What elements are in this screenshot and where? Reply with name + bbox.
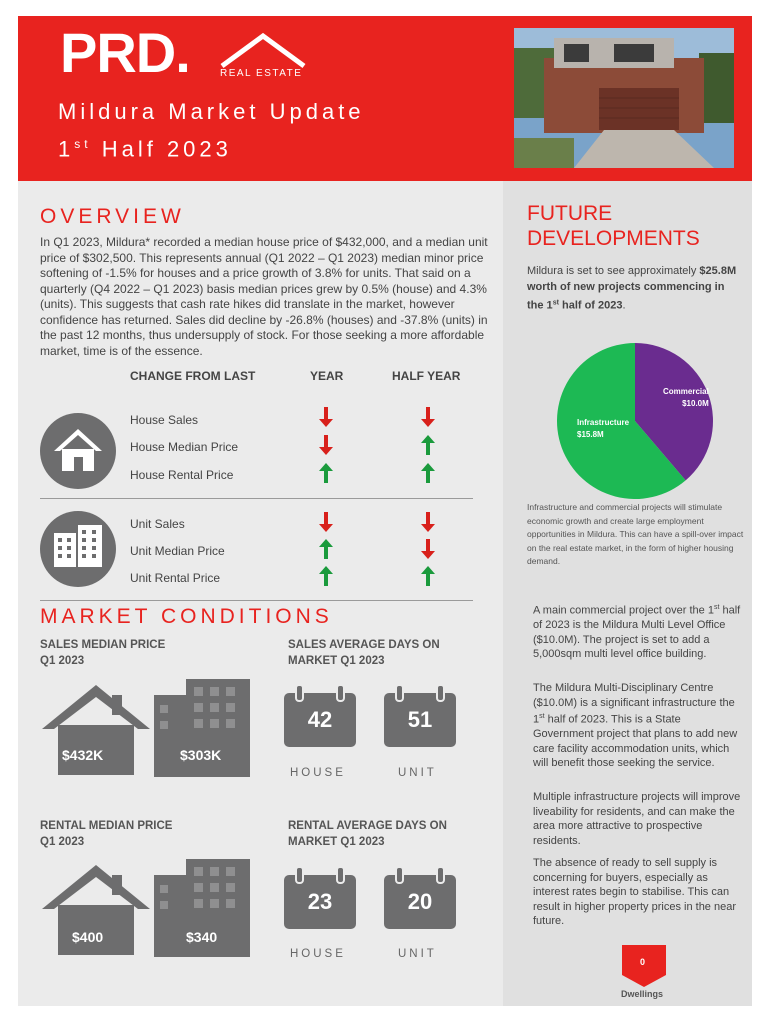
house-photo: [514, 28, 734, 168]
sales-days-house: 42: [307, 707, 333, 732]
arrow-down-icon: [421, 407, 435, 427]
arrow-down-icon: [421, 539, 435, 559]
col-header-change: CHANGE FROM LAST: [130, 369, 256, 383]
overview-heading: OVERVIEW: [40, 205, 185, 228]
arrow-up-icon: [421, 435, 435, 455]
arrow-up-icon: [319, 566, 333, 586]
sales-median-label: SALES MEDIAN PRICE Q1 2023: [40, 639, 166, 667]
row-label-house-rental: House Rental Price: [130, 468, 234, 482]
col-header-year: YEAR: [310, 369, 344, 383]
future-developments-heading: FUTURE DEVELOPMENTS: [527, 202, 700, 250]
dwellings-label: Dwellings: [621, 989, 664, 999]
future-summary: Infrastructure and commercial projects will stimulate economic growth and create large employment opportunities in Mildura. This can have a spill-over impact on the real estate market, in the form of higher housing demand.: [527, 502, 744, 566]
market-update-page: [18, 16, 752, 1006]
header-banner: [18, 16, 752, 181]
row-label-house-sales: House Sales: [130, 413, 199, 427]
future-paragraph-4: The absence of ready to sell supply is concerning for buyers, especially as interest rates begin to stabilise. This can result in higher property prices in the near future.: [533, 857, 736, 927]
rental-house-price: $400: [72, 929, 104, 945]
future-paragraph-2: The Mildura Multi-Disciplinary Centre ($10.0M) is a significant infrastructure the 1st half of 2023. This is a State Government project that plans to add new care facility accommodation units, which will benefit those seeking the service.: [533, 682, 738, 770]
arrow-down-icon: [319, 435, 333, 455]
house-circle-icon: [40, 413, 116, 489]
future-paragraph-3: Multiple infrastructure projects will improve liveability for residents, and can make the area more attractive to prospective residents.: [533, 791, 741, 847]
col-header-half-year: HALF YEAR: [392, 369, 461, 383]
arrow-up-icon: [319, 539, 333, 559]
logo-subtitle: REAL ESTATE: [220, 68, 303, 79]
future-paragraph-1: A main commercial project over the 1st half of 2023 is the Mildura Multi Level Office ($10.0M). The project is set to add a 5,000sqm multi level office building.: [533, 604, 741, 661]
title-line-2: 1st Half 2023: [58, 136, 232, 162]
arrow-up-icon: [319, 463, 333, 483]
rental-median-label: RENTAL MEDIAN PRICE Q1 2023: [40, 820, 173, 848]
unit-caption: UNIT: [398, 948, 437, 960]
rental-unit-price: $340: [186, 929, 218, 945]
roof-logo-icon: [218, 30, 308, 70]
rental-days-unit: 20: [407, 889, 433, 914]
sales-unit-price: $303K: [180, 747, 222, 763]
row-label-unit-median: Unit Median Price: [130, 544, 225, 558]
pie-label-infrastructure: Infrastructure $15.8M: [577, 418, 630, 439]
prd-logo: PRD.: [60, 21, 190, 84]
market-conditions-heading: MARKET CONDITIONS: [40, 605, 333, 628]
dwellings-value: 0: [640, 957, 646, 967]
row-label-unit-rental: Unit Rental Price: [130, 571, 221, 585]
future-intro: Mildura is set to see approximately $25.8M worth of new projects commencing in the 1st half of 2023.: [527, 265, 737, 312]
unit-caption: UNIT: [398, 767, 437, 779]
overview-text: In Q1 2023, Mildura* recorded a median house price of $432,000, and a median unit price of $302,500. This represents annual (Q1 2022 – Q1 2023) median minor price softening of -1.5% for houses and a price growth of 3.8% for units. That said on a quarterly (Q4 2022 – Q1 2023) basis median prices grew by 0.5% (house) and 4.3% (units). This suggests that cash rate hikes did translate in the market, however confidence has returned. Sales did decline by -26.8% (houses) and -37.8% (units) in the past 12 months, thus undersupply of stock. For those seeking a more affordable market, time is of the essence.: [40, 235, 488, 358]
arrow-down-icon: [319, 512, 333, 532]
arrow-down-icon: [421, 512, 435, 532]
arrow-down-icon: [319, 407, 333, 427]
sales-days-unit: 51: [407, 707, 433, 732]
arrow-up-icon: [421, 566, 435, 586]
arrow-up-icon: [421, 463, 435, 483]
future-developments-sidebar: [503, 181, 752, 1006]
main-column: [18, 181, 503, 1006]
row-label-house-median: House Median Price: [130, 440, 239, 454]
title-line-1: Mildura Market Update: [58, 99, 365, 124]
rental-days-label: RENTAL AVERAGE DAYS ON MARKET Q1 2023: [288, 820, 447, 848]
house-caption: HOUSE: [290, 948, 346, 960]
house-caption: HOUSE: [290, 767, 346, 779]
rental-days-house: 23: [307, 889, 333, 914]
row-label-unit-sales: Unit Sales: [130, 517, 185, 531]
apartment-circle-icon: [40, 511, 116, 587]
divider: [40, 498, 473, 499]
divider: [40, 600, 473, 601]
sales-house-price: $432K: [62, 747, 104, 763]
sales-days-label: SALES AVERAGE DAYS ON MARKET Q1 2023: [288, 639, 440, 667]
page-title: [58, 96, 365, 165]
pie-label-commercial: Commercial $10.0M: [663, 387, 709, 408]
